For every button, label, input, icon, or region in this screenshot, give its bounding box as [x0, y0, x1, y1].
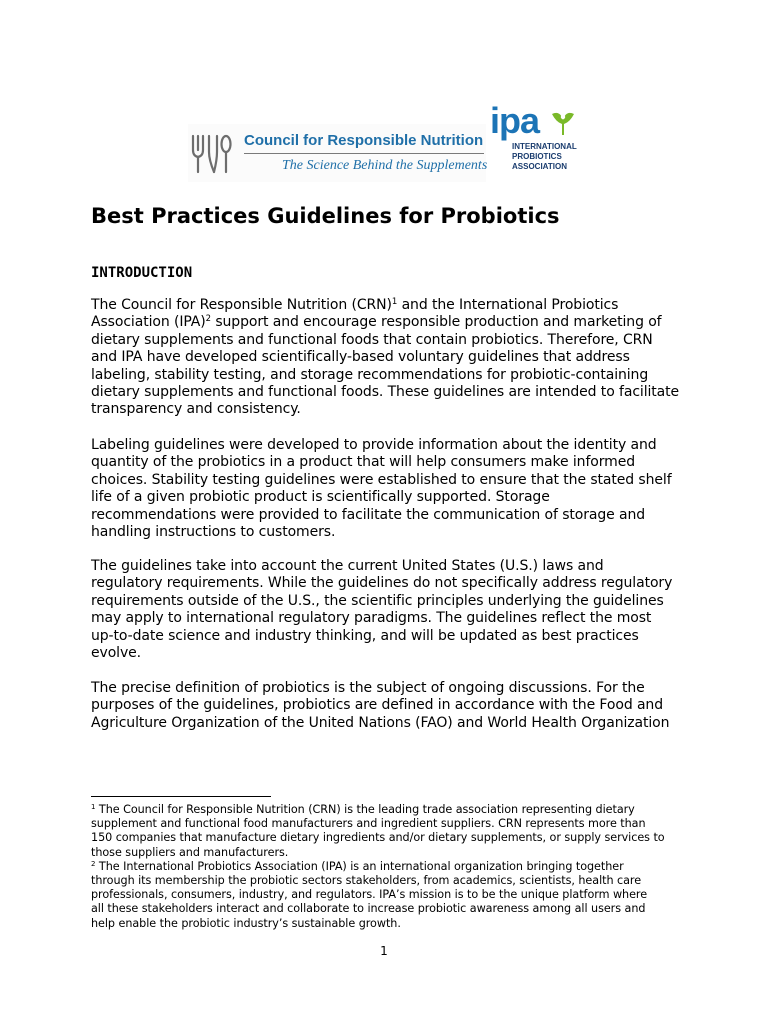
paragraph-line: evolve.	[91, 645, 142, 662]
crn-fork-spoon-icon	[190, 130, 232, 176]
ipa-logo-fullname	[512, 142, 582, 172]
section-heading: INTRODUCTION	[91, 265, 193, 281]
crn-logo	[188, 124, 486, 182]
paragraph-line: The guidelines take into account the current United States (U.S.) laws and	[91, 558, 604, 574]
ipa-logo-line: INTERNATIONAL	[512, 142, 577, 151]
paragraph-line: up-to-date science and industry thinking, and will be updated as best practices	[91, 627, 639, 644]
crn-logo-name: Council for Responsible Nutrition	[244, 132, 484, 149]
footnote-line: professionals, consumers, industry, and regulators. IPA’s mission is to be the unique platform where	[91, 888, 648, 902]
footnote-ref-2[interactable]: 2	[205, 314, 211, 325]
paragraph-line: requirements outside of the U.S., the scientific principles underlying the guidelines	[91, 592, 664, 609]
paragraph-line: life of a given probiotic product is scientifically supported. Storage	[91, 489, 550, 506]
document-title: Best Practices Guidelines for Probiotics	[91, 204, 560, 228]
paragraph-line: choices. Stability testing guidelines were established to ensure that the stated shelf	[91, 471, 672, 488]
paragraph-line: dietary supplements and functional foods. These guidelines are intended to facilitate	[91, 384, 680, 401]
ipa-logo-line: ASSOCIATION	[512, 162, 567, 171]
paragraph-line: may apply to international regulatory paradigms. The guidelines reflect the most	[91, 610, 652, 627]
footnote-line: those suppliers and manufacturers.	[91, 845, 289, 859]
footnote-line: $^1$ The Council for Responsible Nutrition (CRN) is the leading trade association representing dietary	[91, 803, 635, 816]
paragraph-line: The Council for Responsible Nutrition (CRN)$^1$ and the International Probiotics	[91, 297, 619, 313]
ipa-logo-wordmark: ipa	[490, 100, 540, 141]
footnote-line: 150 companies that manufacture dietary ingredients and/or dietary supplements, or supply services to	[91, 831, 665, 845]
crn-logo-divider	[244, 153, 484, 154]
paragraph-line: purposes of the guidelines, probiotics are defined in accordance with the Food and	[91, 697, 663, 714]
paragraph-line: transparency and consistency.	[91, 401, 301, 418]
page-number: 1	[380, 944, 388, 958]
paragraph	[91, 680, 691, 732]
paragraph	[91, 437, 691, 541]
ipa-leaf-icon	[548, 108, 578, 138]
footnote-ref-1[interactable]: 1	[391, 297, 398, 307]
ipa-logo-line: PROBIOTICS	[512, 152, 562, 161]
paragraph-line: Association (IPA)$^2$ support and encourage responsible production and marketing of	[91, 314, 662, 331]
footnote-line: $^2$ The International Probiotics Association (IPA) is an international organization bringing together	[91, 859, 624, 873]
footnote-separator	[91, 796, 271, 797]
footnote-line: through its membership the probiotic sectors stakeholders, from academics, scientists, health care	[91, 874, 642, 888]
paragraph	[91, 297, 691, 419]
paragraph-line: quantity of the probiotics in a product that will help consumers make informed	[91, 454, 635, 471]
paragraph-line: and IPA have developed scientifically-based voluntary guidelines that address	[91, 349, 630, 366]
paragraph-line: regulatory requirements. While the guidelines do not specifically address regulatory	[91, 575, 673, 592]
paragraph-line: Labeling guidelines were developed to provide information about the identity and	[91, 437, 657, 453]
paragraph-line: recommendations were provided to facilitate the communication of storage and	[91, 506, 646, 523]
paragraph-line: Agriculture Organization of the United Nations (FAO) and World Health Organization	[91, 714, 670, 731]
ipa-logo	[490, 100, 582, 180]
footnote-2	[91, 860, 691, 931]
paragraph-line: dietary supplements and functional foods that contain probiotics. Therefore, CRN	[91, 331, 653, 348]
footnote-line: help enable the probiotic industry’s sustainable growth.	[91, 916, 401, 930]
footnote-1	[91, 803, 691, 860]
footnotes	[91, 803, 691, 931]
paragraph	[91, 558, 691, 662]
paragraph-line: handling instructions to customers.	[91, 524, 336, 541]
footnote-line: supplement and functional food manufacturers and ingredient suppliers. CRN represents more than	[91, 817, 646, 831]
paragraph-line: labeling, stability testing, and storage recommendations for probiotic-containing	[91, 366, 649, 383]
crn-logo-tagline: The Science Behind the Supplements	[282, 158, 488, 173]
footnote-line: all these stakeholders interact and collaborate to increase probiotic awareness among all users and	[91, 902, 646, 916]
paragraph-line: The precise definition of probiotics is the subject of ongoing discussions. For the	[91, 680, 645, 696]
